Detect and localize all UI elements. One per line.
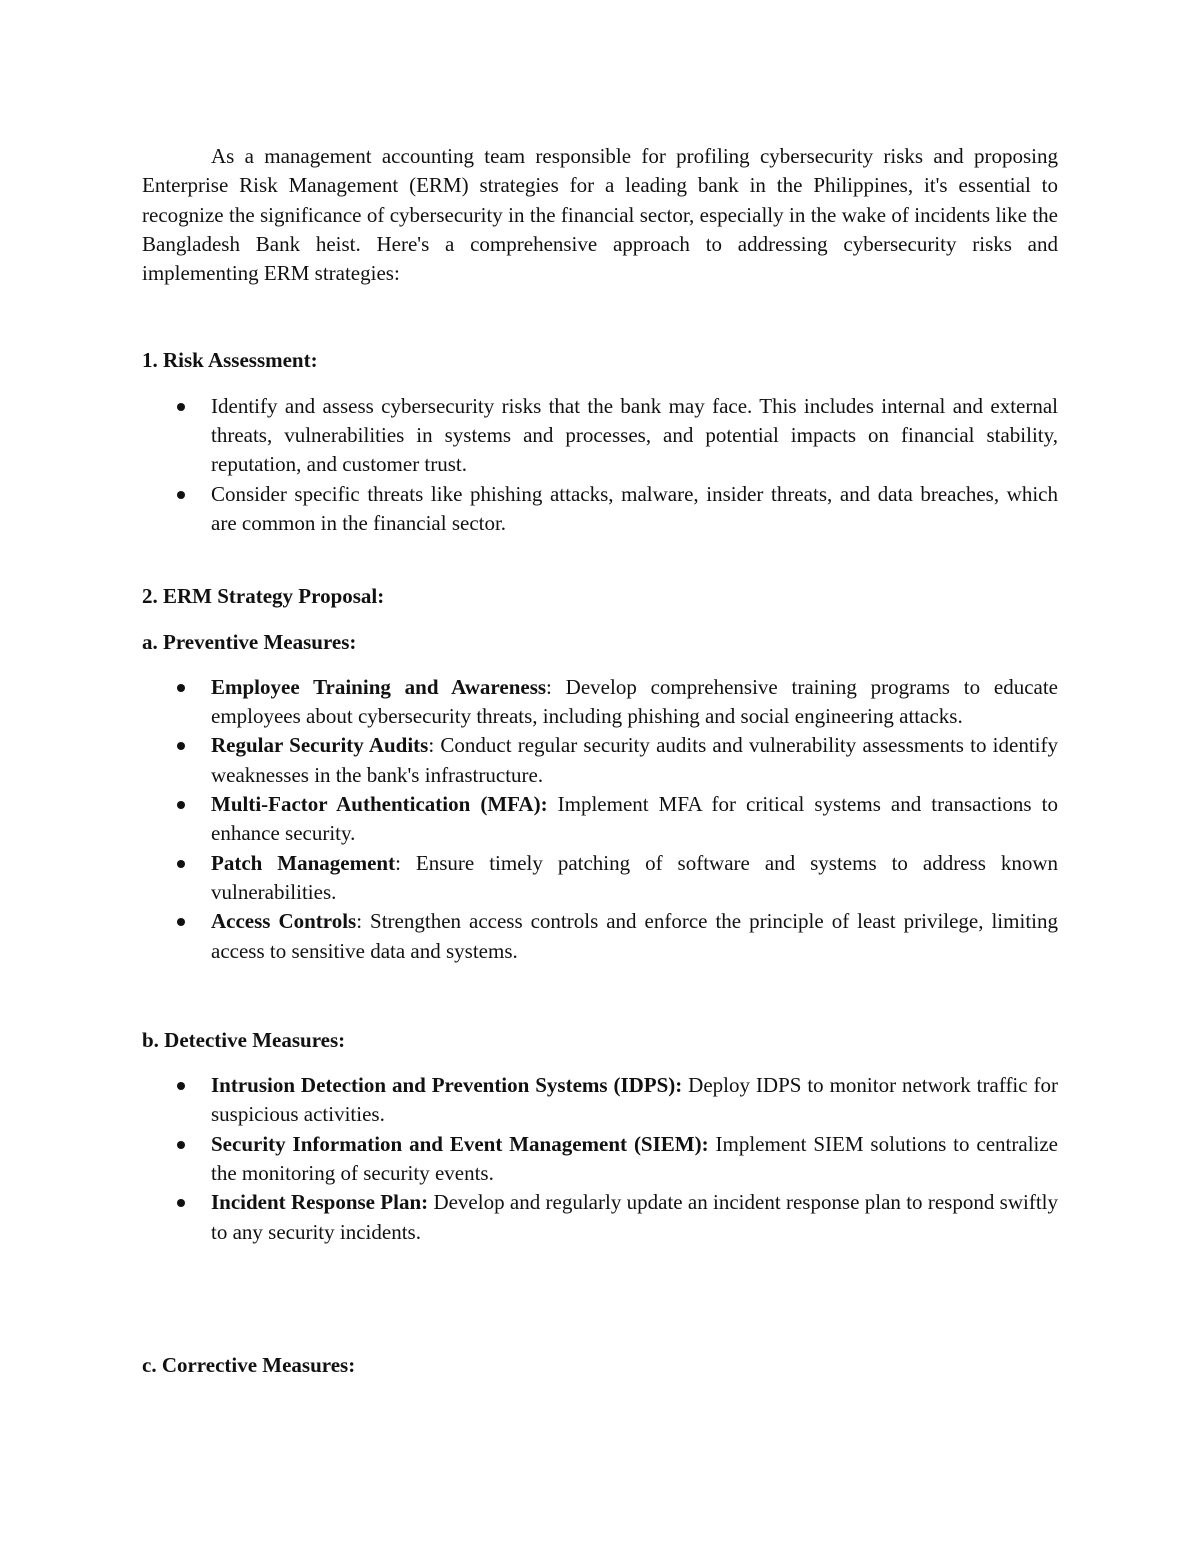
list-item-text: Implement MFA for critical systems and transactions to enhance security. [211, 792, 1058, 846]
list-item-text: : Conduct regular security audits and vulnerability assessments to identify weaknesses in the bank's infrastructure. [211, 733, 1058, 787]
list-item [142, 1130, 1058, 1189]
bullet-icon [177, 918, 185, 926]
list-item-term: Patch Management [211, 850, 396, 875]
bullet-icon [177, 801, 185, 809]
detective-measures-list [142, 1071, 1058, 1247]
section-heading-risk-assessment: 1. Risk Assessment: [142, 348, 318, 373]
list-item-text: Develop and regularly update an incident response plan to respond swiftly to any security incidents. [211, 1190, 1058, 1244]
list-item-term: Security Information and Event Management (SIEM): [211, 1131, 709, 1156]
list-item-term: Employee Training and Awareness [211, 674, 547, 699]
list-item [142, 673, 1058, 732]
intro-paragraph: As a management accounting team responsible for profiling cybersecurity risks and proposing Enterprise Risk Management (ERM) strategies for a leading bank in the Philippines, it's essential to recognize the significance of cybersecurity in the financial sector, especially in the wake of incidents like the Bangladesh Bank heist. Here's a comprehensive approach to addressing cybersecurity risks and implementing ERM strategies: [142, 144, 1058, 286]
subheading-detective-measures: b. Detective Measures: [142, 1027, 346, 1052]
bullet-icon [177, 684, 185, 692]
bullet-icon [177, 1082, 185, 1090]
subheading-corrective-measures: c. Corrective Measures: [142, 1352, 356, 1377]
list-item [142, 731, 1058, 790]
bullet-icon [177, 491, 185, 499]
list-item [142, 849, 1058, 908]
bullet-icon [177, 403, 185, 411]
list-item-term: Access Controls [211, 909, 357, 934]
preventive-measures-list [142, 673, 1058, 966]
list-item [142, 1071, 1058, 1130]
bullet-icon [177, 860, 185, 868]
list-item-text: Implement SIEM solutions to centralize the monitoring of security events. [211, 1131, 1058, 1186]
subheading-preventive-measures: a. Preventive Measures: [142, 629, 357, 654]
list-item [142, 392, 1058, 480]
document-body [142, 142, 1058, 1380]
list-item [142, 907, 1058, 966]
list-item-term: Multi-Factor Authentication (MFA): [211, 792, 548, 817]
list-item [142, 790, 1058, 849]
list-item-term: Intrusion Detection and Prevention Systems (IDPS): [211, 1073, 683, 1098]
list-item-text: Consider specific threats like phishing attacks, malware, insider threats, and data breaches, which are common in the financial sector. [211, 481, 1058, 535]
list-item-text: : Ensure timely patching of software and systems to address known vulnerabilities. [211, 850, 1059, 904]
list-item-term: Regular Security Audits [211, 733, 429, 758]
bullet-icon [177, 1141, 185, 1149]
list-item-text: : Develop comprehensive training programs to educate employees about cybersecurity threats, including phishing and social engineering attacks. [211, 674, 1058, 729]
bullet-icon [177, 1199, 185, 1207]
section-heading-erm-strategy: 2. ERM Strategy Proposal: [142, 584, 385, 609]
list-item-text: Identify and assess cybersecurity risks that the bank may face. This includes internal and external threats, vulnerabilities in systems and processes, and potential impacts on financial stability, reputation, and customer trust. [211, 393, 1058, 477]
spacer [142, 288, 1058, 346]
list-item-text: Deploy IDPS to monitor network traffic for suspicious activities. [211, 1073, 1058, 1127]
list-item [142, 480, 1058, 539]
list-item-term: Incident Response Plan: [211, 1190, 429, 1215]
risk-assessment-list [142, 392, 1058, 538]
bullet-icon [177, 742, 185, 750]
list-item-text: : Strengthen access controls and enforce the principle of least privilege, limiting access to sensitive data and systems. [211, 909, 1058, 963]
list-item [142, 1188, 1058, 1247]
